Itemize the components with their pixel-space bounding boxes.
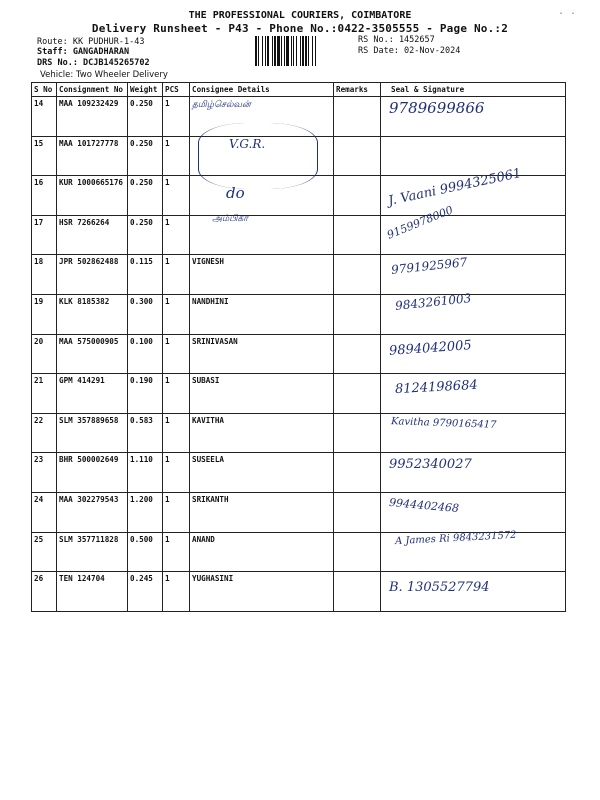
pcs-text: 1 <box>165 138 170 148</box>
remarks-cell <box>334 572 381 612</box>
weight-text: 0.250 <box>130 99 153 108</box>
weight-cell <box>128 334 163 374</box>
drs-number: DRS No.: DCJB145265702 <box>37 58 150 68</box>
sno-text: 16 <box>34 178 44 188</box>
consignment-text: SLM 357711828 <box>59 534 119 544</box>
signature-cell <box>381 334 566 374</box>
rs-number: RS No.: 1452657 <box>358 35 435 45</box>
sno-text: 21 <box>34 376 44 386</box>
table-row <box>32 572 566 612</box>
weight-cell <box>128 572 163 612</box>
col-header-pcs: PCS <box>163 83 190 97</box>
pcs-cell <box>163 572 190 612</box>
pcs-cell <box>163 176 190 216</box>
consignee-text: VIGNESH <box>192 257 225 267</box>
sno-text: 14 <box>34 99 44 108</box>
sno-text: 23 <box>34 455 44 465</box>
handwritten-name: do <box>226 184 245 203</box>
weight-text: 0.250 <box>130 217 153 227</box>
pcs-cell <box>163 255 190 295</box>
table-row <box>32 532 566 572</box>
table-header-row <box>32 83 566 97</box>
signature-cell <box>381 97 566 137</box>
pcs-text: 1 <box>165 494 170 504</box>
weight-cell <box>128 492 163 532</box>
weight-cell <box>128 255 163 295</box>
consignee-cell <box>190 572 334 612</box>
sno-text: 20 <box>34 336 44 346</box>
remarks-cell <box>334 413 381 453</box>
weight-cell <box>128 413 163 453</box>
weight-cell <box>128 176 163 216</box>
signature-cell <box>381 166 566 216</box>
sno-cell <box>32 453 57 493</box>
consignee-text: NANDHINI <box>192 296 229 306</box>
pcs-cell <box>163 294 190 334</box>
weight-text: 0.500 <box>130 534 153 544</box>
barcode-bar <box>293 36 294 66</box>
signature-note: 9952340027 <box>389 457 472 473</box>
barcode-bar <box>284 36 285 66</box>
consignment-text: MAA 302279543 <box>59 494 119 504</box>
consignee-text: SRIKANTH <box>192 494 229 504</box>
handwritten-name: அம்பிகா <box>212 213 248 224</box>
signature-cell <box>381 492 566 532</box>
barcode-bar <box>315 36 316 66</box>
sno-cell <box>32 334 57 374</box>
table-row <box>32 294 566 334</box>
weight-text: 0.115 <box>130 257 153 267</box>
corner-mark: . . <box>558 6 577 17</box>
signature-cell <box>381 529 566 572</box>
consignment-cell <box>57 532 128 572</box>
pcs-text: 1 <box>165 178 170 188</box>
barcode-bar <box>277 36 280 66</box>
barcode <box>255 36 353 66</box>
consignment-text: JPR 502862488 <box>59 257 119 267</box>
sno-text: 22 <box>34 415 44 425</box>
weight-text: 0.100 <box>130 336 153 346</box>
pcs-cell <box>163 136 190 176</box>
pcs-text: 1 <box>165 455 170 465</box>
pcs-cell <box>163 215 190 255</box>
remarks-cell <box>334 136 381 176</box>
staff-info: Staff: GANGADHARAN <box>37 47 130 57</box>
weight-cell <box>128 532 163 572</box>
handwritten-name: V.G.R. <box>229 136 266 151</box>
consignment-cell <box>57 176 128 216</box>
pcs-cell <box>163 97 190 137</box>
weight-cell <box>128 374 163 414</box>
weight-text: 0.300 <box>130 296 153 306</box>
barcode-bar <box>274 36 276 66</box>
remarks-cell <box>334 532 381 572</box>
col-header-signature: Seal & Signature <box>381 83 566 97</box>
remarks-cell <box>334 97 381 137</box>
consignment-text: KLK 8185382 <box>59 296 110 306</box>
remarks-cell <box>334 294 381 334</box>
vehicle-info: Vehicle: Two Wheeler Delivery <box>40 70 168 80</box>
sno-cell <box>32 294 57 334</box>
sno-text: 19 <box>34 296 44 306</box>
barcode-bar <box>312 36 313 66</box>
pcs-cell <box>163 453 190 493</box>
pcs-text: 1 <box>165 415 170 425</box>
remarks-cell <box>334 255 381 295</box>
company-name: THE PROFESSIONAL COURIERS, COIMBATORE <box>188 10 412 21</box>
table-row <box>32 492 566 532</box>
consignment-text: KUR 1000665176 <box>59 178 124 188</box>
consignment-text: MAA 109232429 <box>59 99 119 108</box>
remarks-cell <box>334 176 381 216</box>
table-row <box>32 176 566 216</box>
sno-cell <box>32 492 57 532</box>
signature-cell <box>381 413 566 453</box>
remarks-cell <box>334 492 381 532</box>
signature-cell <box>381 572 566 612</box>
barcode-bar <box>300 36 301 66</box>
pcs-text: 1 <box>165 376 170 386</box>
signature-note: 9843261003 <box>394 291 472 313</box>
weight-text: 0.250 <box>130 138 153 148</box>
sno-text: 24 <box>34 494 44 504</box>
col-header-consignment: Consignment No <box>57 83 128 97</box>
barcode-bar <box>267 36 269 66</box>
signature-note: 9944402468 <box>388 495 460 515</box>
pcs-text: 1 <box>165 257 170 267</box>
pcs-text: 1 <box>165 217 170 227</box>
sno-cell <box>32 532 57 572</box>
handwritten-name: தமிழ்செல்வன் <box>192 100 251 110</box>
consignment-cell <box>57 453 128 493</box>
pcs-text: 1 <box>165 296 170 306</box>
signature-cell <box>381 255 566 295</box>
col-header-remarks: Remarks <box>334 83 381 97</box>
signature-note: J. Vaani 9994325061 <box>386 166 523 210</box>
col-header-weight: Weight <box>128 83 163 97</box>
consignment-text: HSR 7266264 <box>59 217 110 227</box>
sno-text: 25 <box>34 534 44 544</box>
consignment-text: SLM 357889658 <box>59 415 119 425</box>
sno-text: 18 <box>34 257 44 267</box>
signature-note: 9791925967 <box>390 255 468 278</box>
consignment-cell <box>57 294 128 334</box>
signature-cell <box>381 136 566 176</box>
table-row <box>32 453 566 493</box>
consignee-cell <box>190 532 334 572</box>
signature-note: Kavitha 9790165417 <box>390 415 497 431</box>
consignee-cell <box>190 294 334 334</box>
consignee-text: KAVITHA <box>192 415 225 425</box>
pcs-cell <box>163 374 190 414</box>
consignee-cell <box>190 255 334 295</box>
signature-note: 9894042005 <box>388 337 473 359</box>
table-row <box>32 215 566 255</box>
table-row <box>32 374 566 414</box>
col-header-consignee: Consignee Details <box>190 83 334 97</box>
sno-text: 15 <box>34 138 44 148</box>
consignee-cell <box>190 374 334 414</box>
rs-date: RS Date: 02-Nov-2024 <box>358 46 461 56</box>
consignee-cell <box>190 215 334 255</box>
sno-cell <box>32 176 57 216</box>
sno-cell <box>32 136 57 176</box>
consignee-text: SUBASI <box>192 376 220 386</box>
barcode-bar <box>281 36 282 66</box>
weight-text: 0.190 <box>130 376 153 386</box>
weight-cell <box>128 294 163 334</box>
pcs-text: 1 <box>165 336 170 346</box>
consignment-text: GPM 414291 <box>59 376 105 386</box>
consignee-cell <box>190 492 334 532</box>
signature-cell <box>381 453 566 493</box>
pcs-text: 1 <box>165 534 170 544</box>
consignment-cell <box>57 492 128 532</box>
barcode-bar <box>308 36 309 66</box>
table-row <box>32 136 566 176</box>
signature-cell <box>381 374 566 414</box>
consignment-cell <box>57 334 128 374</box>
barcode-bar <box>305 36 307 66</box>
pcs-cell <box>163 492 190 532</box>
pcs-text: 1 <box>165 99 170 108</box>
signature-cell <box>381 291 566 334</box>
weight-cell <box>128 136 163 176</box>
consignee-cell <box>190 334 334 374</box>
remarks-cell <box>334 215 381 255</box>
sno-text: 17 <box>34 217 44 227</box>
signature-cell <box>381 203 566 255</box>
pcs-text: 1 <box>165 574 170 584</box>
barcode-bar <box>262 36 263 66</box>
consignee-cell <box>190 453 334 493</box>
route-info: Route: KK PUDHUR-1-43 <box>37 37 145 47</box>
sno-cell <box>32 572 57 612</box>
runsheet-title: Delivery Runsheet - P43 - Phone No.:0422-3505555 - Page No.:2 <box>91 22 509 35</box>
table-row <box>32 334 566 374</box>
consignee-cell <box>190 136 334 176</box>
remarks-cell <box>334 374 381 414</box>
consignment-cell <box>57 413 128 453</box>
signature-note: 9159978000 <box>385 203 455 242</box>
barcode-bar <box>291 36 292 66</box>
pcs-cell <box>163 532 190 572</box>
table-row <box>32 255 566 295</box>
consignee-text: ANAND <box>192 534 215 544</box>
sno-cell <box>32 215 57 255</box>
weight-cell <box>128 97 163 137</box>
barcode-bar <box>296 36 297 66</box>
weight-text: 0.245 <box>130 574 153 584</box>
consignment-cell <box>57 136 128 176</box>
consignment-text: TEN 124704 <box>59 574 105 584</box>
weight-cell <box>128 215 163 255</box>
consignee-text: SRINIVASAN <box>192 336 238 346</box>
runsheet-table <box>31 82 566 612</box>
barcode-bar <box>265 36 266 66</box>
sno-cell <box>32 413 57 453</box>
weight-text: 0.583 <box>130 415 153 425</box>
remarks-cell <box>334 334 381 374</box>
sno-text: 26 <box>34 574 44 584</box>
consignee-cell <box>190 413 334 453</box>
consignment-cell <box>57 374 128 414</box>
signature-note: 8124198684 <box>394 378 479 398</box>
consignment-text: BHR 500002649 <box>59 455 119 465</box>
signature-note: A James Ri 9843231572 <box>394 529 517 547</box>
sno-cell <box>32 374 57 414</box>
pcs-cell <box>163 413 190 453</box>
weight-cell <box>128 453 163 493</box>
weight-text: 0.250 <box>130 178 153 188</box>
table-row <box>32 413 566 453</box>
remarks-cell <box>334 453 381 493</box>
sno-cell <box>32 255 57 295</box>
barcode-bar <box>258 36 259 66</box>
consignee-text: SUSEELA <box>192 455 225 465</box>
signature-note: 9789699866 <box>389 99 485 117</box>
weight-text: 1.200 <box>130 494 153 504</box>
signature-note: B. 1305527794 <box>389 580 490 596</box>
consignment-text: MAA 575000905 <box>59 336 119 346</box>
pcs-cell <box>163 334 190 374</box>
col-header-sno: S No <box>32 83 57 97</box>
consignment-cell <box>57 97 128 137</box>
consignment-cell <box>57 255 128 295</box>
barcode-bar <box>272 36 273 66</box>
barcode-bar <box>302 36 304 66</box>
sno-cell <box>32 97 57 137</box>
consignee-text: YUGHASINI <box>192 574 234 584</box>
consignee-cell <box>190 176 334 216</box>
consignment-cell <box>57 572 128 612</box>
barcode-bar <box>286 36 289 66</box>
weight-text: 1.110 <box>130 455 153 465</box>
consignment-text: MAA 101727778 <box>59 138 119 148</box>
consignment-cell <box>57 215 128 255</box>
barcode-bar <box>255 36 257 66</box>
